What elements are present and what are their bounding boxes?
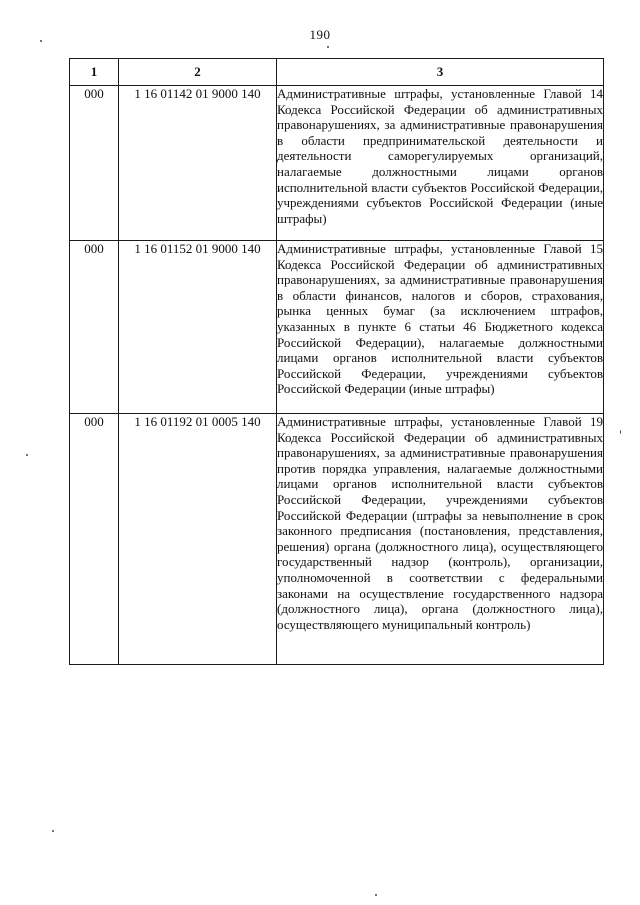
page-number: 190 [309, 27, 331, 42]
table-row [70, 86, 604, 241]
table-row [70, 414, 604, 665]
column-header-2: 2 [119, 59, 277, 86]
scan-speck [40, 40, 42, 42]
description-cell: Административные штрафы, установленные Главой 14 Кодекса Российской Федерации об административных правонарушениях, за административные правонарушения в области предпринимательской деятельности и деятельности саморегулируемых организаций, налагаемые должностными лицами органов исполнительной власти субъектов Российской Федерации, учреждениями субъектов Российской Федерации (иные штрафы) [277, 86, 604, 241]
scan-speck [52, 830, 54, 832]
admin-code-cell: 000 [70, 241, 119, 414]
table-header-row [70, 59, 604, 86]
description-cell: Административные штрафы, установленные Главой 15 Кодекса Российской Федерации об административных правонарушениях, за административные правонарушения в области финансов, налогов и сборов, страхования, рынка ценных бумаг (за исключением штрафов, указанных в пункте 6 статьи 46 Бюджетного кодекса Российской Федерации), налагаемые должностными лицами органов исполнительной власти субъектов Российской Федерации, учреждениями субъектов Российской Федерации (иные штрафы) [277, 241, 604, 414]
scan-speck [620, 430, 621, 434]
kbk-code-cell: 1 16 01152 01 9000 140 [119, 241, 277, 414]
scan-speck [375, 894, 377, 896]
description-cell: Административные штрафы, установленные Главой 19 Кодекса Российской Федерации об административных правонарушениях, за административные правонарушения против порядка управления, налагаемые должностными лицами органов исполнительной власти субъектов Российской Федерации, учреждениями субъектов Российской Федерации (штрафы за невыполнение в срок законного предписания (постановления, представления, решения) органа (должностного лица), осуществляющего государственный надзор (контроль), организации, уполномоченной в соответствии с федеральными законами на осуществление государственного надзора (должностного лица), органа (должностного лица), осуществляющего муниципальный контроль) [277, 414, 604, 665]
admin-code-cell: 000 [70, 414, 119, 665]
admin-code-cell: 000 [70, 86, 119, 241]
scan-speck [26, 454, 28, 456]
scan-speck [327, 46, 329, 48]
column-header-1: 1 [70, 59, 119, 86]
kbk-code-cell: 1 16 01192 01 0005 140 [119, 414, 277, 665]
kbk-code-cell: 1 16 01142 01 9000 140 [119, 86, 277, 241]
table-row [70, 241, 604, 414]
column-header-3: 3 [277, 59, 604, 86]
budget-codes-table [69, 58, 604, 665]
